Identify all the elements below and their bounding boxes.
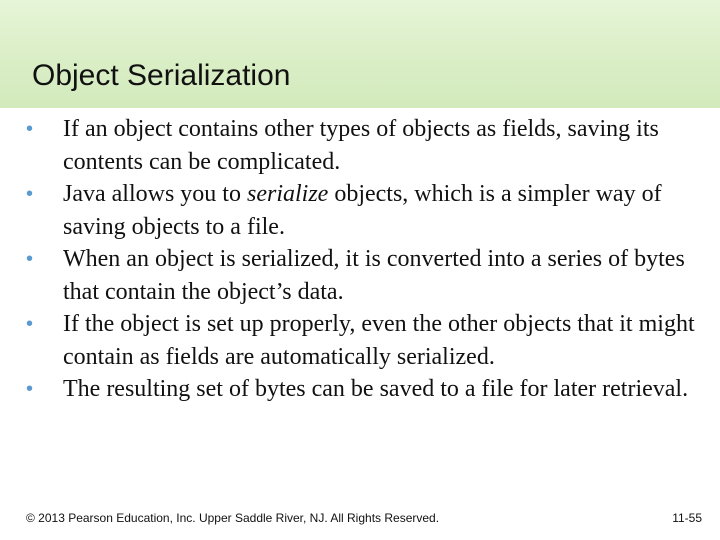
- footer-copyright: © 2013 Pearson Education, Inc. Upper Saddle River, NJ. All Rights Reserved.: [26, 511, 440, 525]
- bullet-text: If the object is set up properly, even the other objects that it might contain as fields are automatically serialized.: [63, 311, 695, 370]
- bullet-emphasis: serialize: [246, 181, 329, 207]
- bullet-icon: •: [26, 118, 34, 140]
- bullet-text: When an object is serialized, it is converted into a series of bytes that contain the object’s data.: [63, 246, 685, 305]
- bullet-text-after: objects, which is a simpler way of saving objects to a file.: [63, 181, 662, 240]
- bullet-icon: •: [26, 183, 34, 205]
- slide-title: Object Serialization: [32, 59, 291, 92]
- bullet-item: [26, 373, 706, 406]
- bullet-item: [26, 308, 706, 373]
- bullet-item: [26, 113, 706, 178]
- bullet-text: If an object contains other types of objects as fields, saving its contents can be complicated.: [63, 116, 659, 175]
- footer-page-number: 11-55: [672, 511, 702, 525]
- bullet-icon: •: [26, 378, 34, 400]
- bullet-list: [26, 113, 706, 406]
- bullet-item: [26, 178, 706, 243]
- bullet-item: [26, 243, 706, 308]
- bullet-text: The resulting set of bytes can be saved to a file for later retrieval.: [63, 376, 689, 402]
- bullet-icon: •: [26, 313, 34, 335]
- bullet-text-before: Java allows you to: [63, 181, 247, 207]
- bullet-icon: •: [26, 248, 34, 270]
